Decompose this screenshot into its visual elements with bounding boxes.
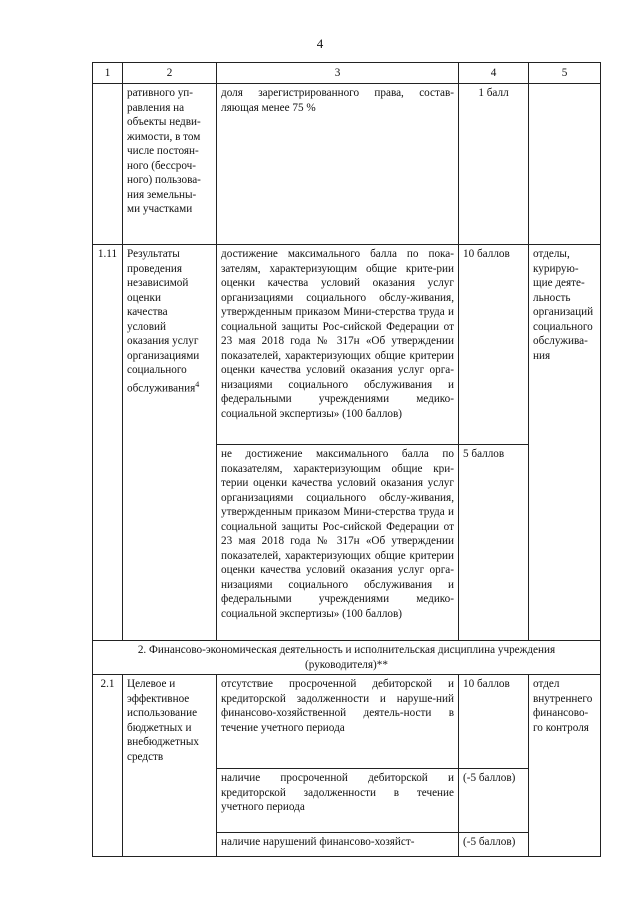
col-header-1: 1 xyxy=(93,63,123,84)
col-header-2: 2 xyxy=(123,63,217,84)
row-number: 2.1 xyxy=(93,675,123,857)
footnote-mark: 4 xyxy=(195,379,200,389)
criterion-cell xyxy=(123,245,217,641)
condition-cell: доля зарегистрированного права, состав-ляющая менее 75 % xyxy=(217,84,459,245)
criterion-cell: ративного уп- равления на объекты недви- жимости, в том числе постоян- ного (бессроч- ного) пользова- ния земельны- ми участками xyxy=(123,84,217,245)
points-cell: 1 балл xyxy=(459,84,529,245)
points-cell: (-5 баллов) xyxy=(459,833,529,857)
table-header-row xyxy=(93,63,601,84)
condition-cell: достижение максимального балла по пока-зателям, характеризующим общие крите-рии оценки качества условий оказания услуг организациями социального обслу-живания, утвержденным приказом Мини-стерства труда и социальной защиты Рос-сийской Федерации от 23 мая 2018 года № 317н «Об утверждении показателей, характеризующих общие критерии оценки качества условий оказания услуг орга-низациями социального обслуживания и федеральными учреждениями медико-социальной экспертизы» (100 баллов) xyxy=(217,245,459,445)
row-number xyxy=(93,84,123,245)
responsible-cell: отделы, курирую- щие деяте- льность организаций социального обслужива- ния xyxy=(529,245,601,641)
points-cell: 5 баллов xyxy=(459,445,529,641)
responsible-cell: отдел внутреннего финансово- го контроля xyxy=(529,675,601,857)
col-header-3: 3 xyxy=(217,63,459,84)
section-heading: 2. Финансово-экономическая деятельность и исполнительская дисциплина учреждения (руководителя)** xyxy=(93,641,601,675)
table-row-2-1 xyxy=(93,675,601,769)
condition-cell: наличие просроченной дебиторской и кредиторской задолженности в течение учетного периода xyxy=(217,769,459,833)
section-heading-row xyxy=(93,641,601,675)
page-number: 4 xyxy=(316,36,324,51)
document-table xyxy=(92,62,601,857)
condition-cell: наличие нарушений финансово-хозяйст- xyxy=(217,833,459,857)
criterion-text: Результаты проведения независимой оценки качества условий оказания услуг организациями социального обслуживания xyxy=(127,248,200,395)
table-row-1-11 xyxy=(93,245,601,445)
col-header-4: 4 xyxy=(459,63,529,84)
col-header-5: 5 xyxy=(529,63,601,84)
points-cell: 10 баллов xyxy=(459,675,529,769)
points-cell: 10 баллов xyxy=(459,245,529,445)
row-number: 1.11 xyxy=(93,245,123,641)
points-cell: (-5 баллов) xyxy=(459,769,529,833)
criterion-cell: Целевое и эффективное использование бюджетных и внебюджетных средств xyxy=(123,675,217,857)
table-row-continuation xyxy=(93,84,601,245)
condition-cell: отсутствие просроченной дебиторской и кредиторской задолженности и наруше-ний финансово-хозяйственной деятель-ности в течение учетного периода xyxy=(217,675,459,769)
condition-cell: не достижение максимального балла по показателям, характеризующим общие кри-терии оценки качества условий оказания услуг организациями социального обслу-живания, утвержденным приказом Мини-стерства труда и социальной защиты Рос-сийской Федерации от 23 мая 2018 года № 317н «Об утверждении показателей, характеризующих общие критерии оценки качества условий оказания услуг орга-низациями социального обслуживания и федеральными учреждениями медико-социальной экспертизы» (100 баллов) xyxy=(217,445,459,641)
responsible-cell xyxy=(529,84,601,245)
